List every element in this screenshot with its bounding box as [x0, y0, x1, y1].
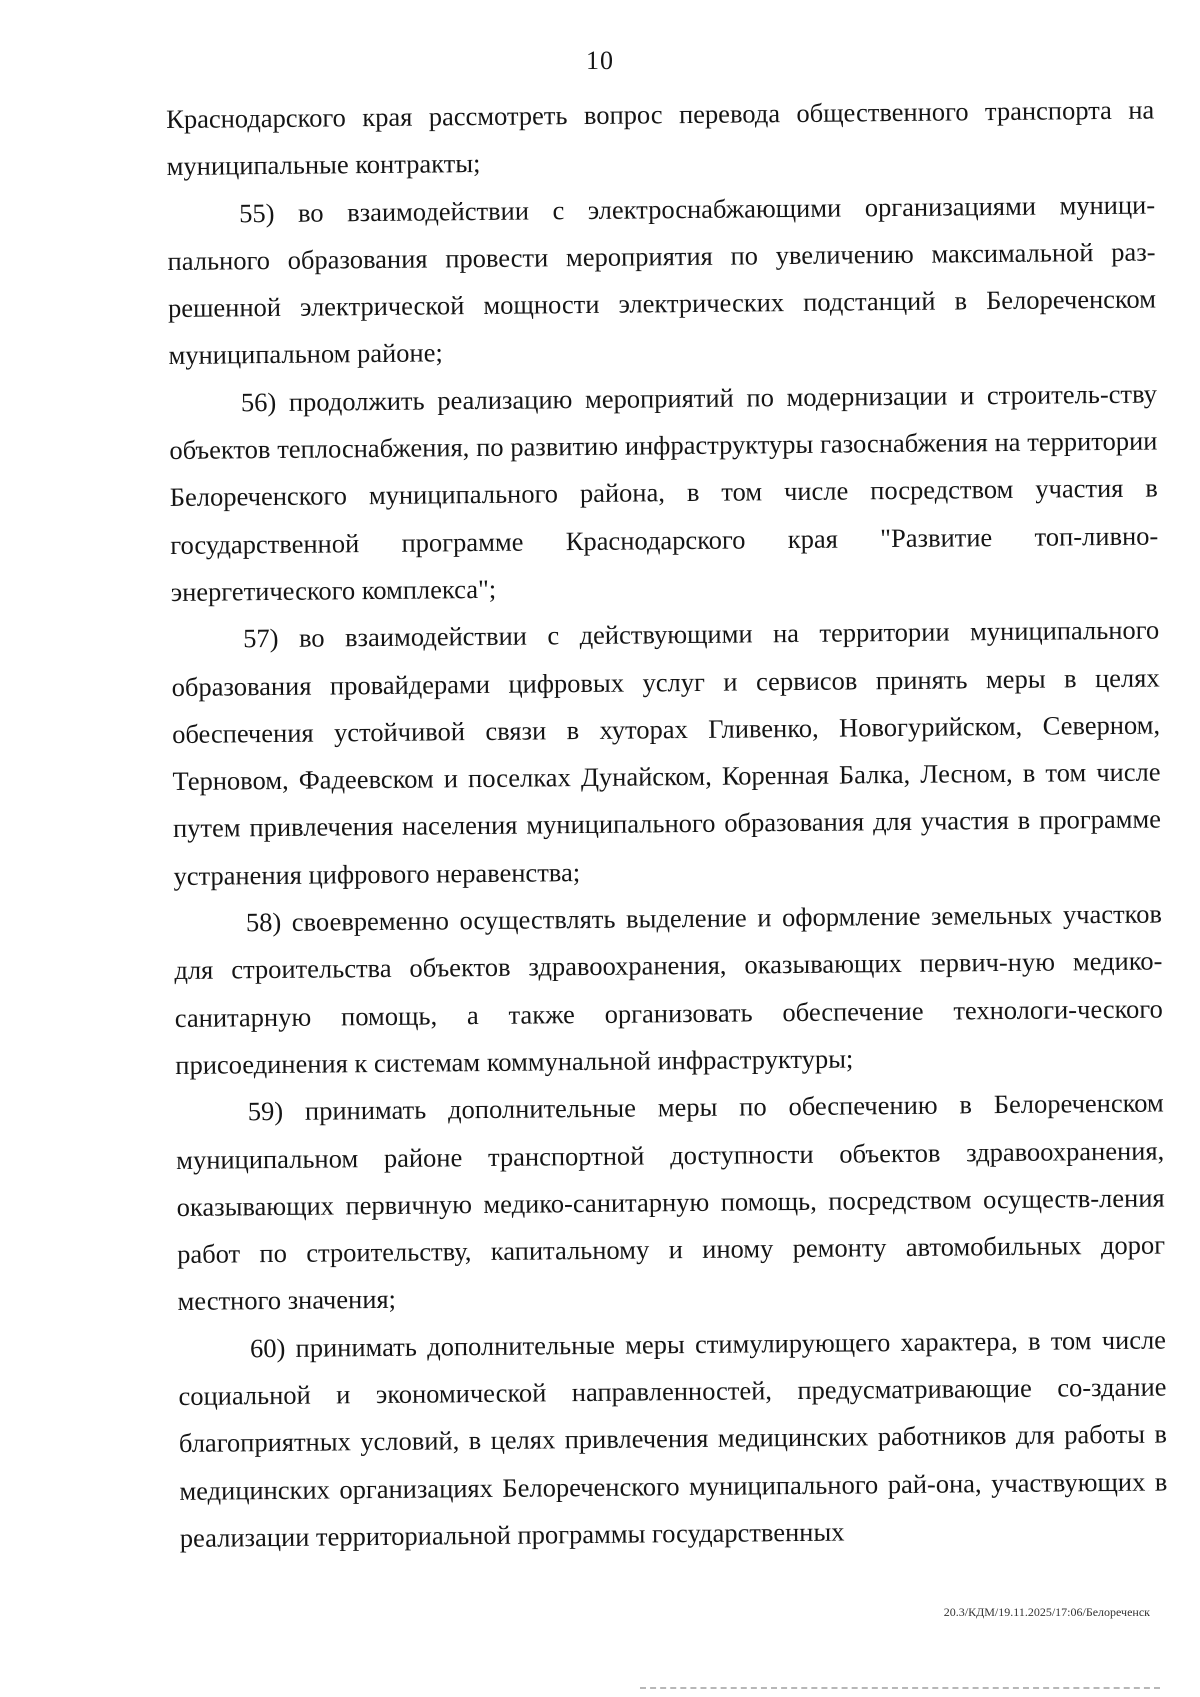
paragraph-item-57: 57) во взаимодействии с действующими на территории муниципального образования провайдерами цифровых услуг и сервисов принять меры в целях обеспечения устойчивой связи в хуторах Гливенко, Новогурийском, Северном, Терновом, Фадеевском и поселках Дунайском, Коренная Балка, Лесном, в том числе путем привлечения населения муниципального образования для участия в программе устранения цифрового неравенства;: [171, 614, 1162, 891]
paragraph-item-56: 56) продолжить реализацию мероприятий по модернизации и строитель-ству объектов теплоснабжения, по развитию инфраструктуры газоснабжения на территории Белореченского муниципального района, в том числе посредством участия в государственной программе Краснодарского края "Развитие топ-ливно-энергетического комплекса";: [169, 378, 1159, 607]
page-number: 10: [586, 46, 614, 75]
paragraph-item-58: 58) своевременно осуществлять выделение и оформление земельных участков для строительства объектов здравоохранения, оказывающих первич-ную медико-санитарную помощь, а также организовать обеспечение технологи-ческого присоединения к системам коммунальной инфраструктуры;: [174, 898, 1163, 1080]
paragraph-item-60: 60) принимать дополнительные меры стимулирующего характера, в том числе социальной и экономической направленностей, предусматривающие со-здание благоприятных условий, в целях привлечения медицинских работников для работы в медицинских организациях Белореченского муниципального рай-она, участвующих в реализации территориальной программы государственных: [178, 1324, 1168, 1553]
document-registration-stamp: 20.3/КДМ/19.11.2025/17:06/Белореченск: [943, 1605, 1150, 1619]
document-body: [166, 87, 1168, 1563]
paragraph-continuation: Краснодарского края рассмотреть вопрос перевода общественного транспорта на муниципальные контракты;: [166, 94, 1155, 182]
paragraph-item-59: 59) принимать дополнительные меры по обеспечению в Белореченском муниципальном районе транспортной доступности объектов здравоохранения, оказывающих первичную медико-санитарную помощь, посредством осуществ-ления работ по строительству, капитальному и иному ремонту автомобильных дорог местного значения;: [176, 1087, 1166, 1317]
scan-edge-mark: [640, 1687, 1160, 1689]
paragraph-item-55: 55) во взаимодействии с электроснабжающими организациями муници-пального образования провести мероприятия по увеличению максимальной раз-решенной электрической мощности электрических подстанций в Белореченском муниципальном районе;: [167, 189, 1157, 371]
